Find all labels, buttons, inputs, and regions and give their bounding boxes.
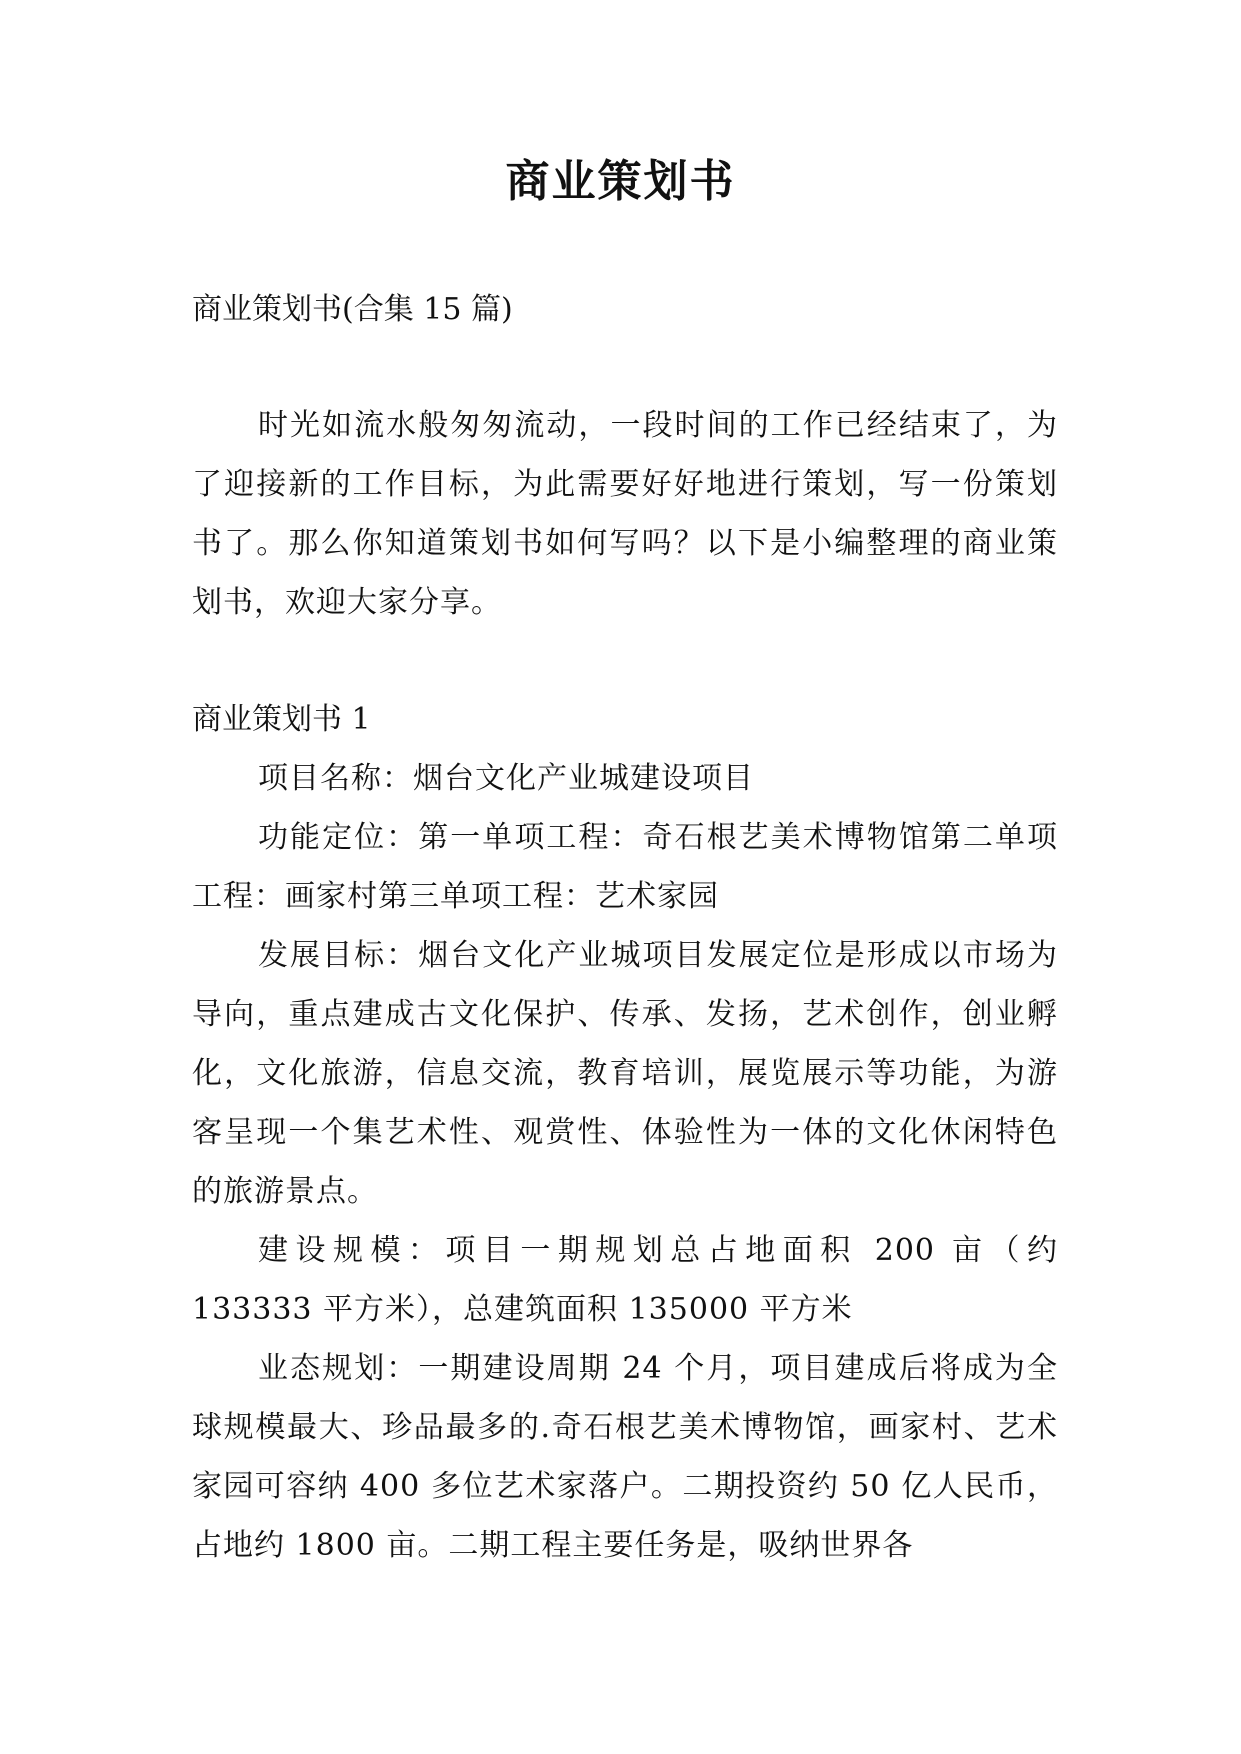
intro-paragraph: 时光如流水般匆匆流动，一段时间的工作已经结束了，为了迎接新的工作目标，为此需要好好地进行策划，写一份策划书了。那么你知道策划书如何写吗？以下是小编整理的商业策划书，欢迎大家分享。 [192,408,1058,620]
development-goal-paragraph: 发展目标：烟台文化产业城项目发展定位是形成以市场为导向，重点建成古文化保护、传承、发扬，艺术创作，创业孵化，文化旅游，信息交流，教育培训，展览展示等功能，为游客呈现一个集艺术性、观赏性、体验性为一体的文化休闲特色的旅游景点。 [192,938,1058,1209]
construction-scale-paragraph: 建设规模：项目一期规划总占地面积 200 亩（约 133333 平方米），总建筑面积 135000 平方米 [192,1233,1058,1327]
section-heading: 商业策划书 1 [192,702,371,737]
document-title: 商业策划书 [505,156,736,207]
document-subtitle: 商业策划书(合集 15 篇) [192,292,513,327]
business-planning-paragraph: 业态规划：一期建设周期 24 个月，项目建成后将成为全球规模最大、珍品最多的.奇石根艺美术博物馆，画家村、艺术家园可容纳 400 多位艺术家落户。二期投资约 50 亿人民币，占地约 1800 亩。二期工程主要任务是，吸纳世界各 [192,1351,1058,1563]
function-positioning-paragraph: 功能定位：第一单项工程：奇石根艺美术博物馆第二单项工程：画家村第三单项工程：艺术家园 [192,820,1058,914]
project-name-paragraph: 项目名称：烟台文化产业城建设项目 [258,761,754,796]
document-body [192,290,1058,1575]
